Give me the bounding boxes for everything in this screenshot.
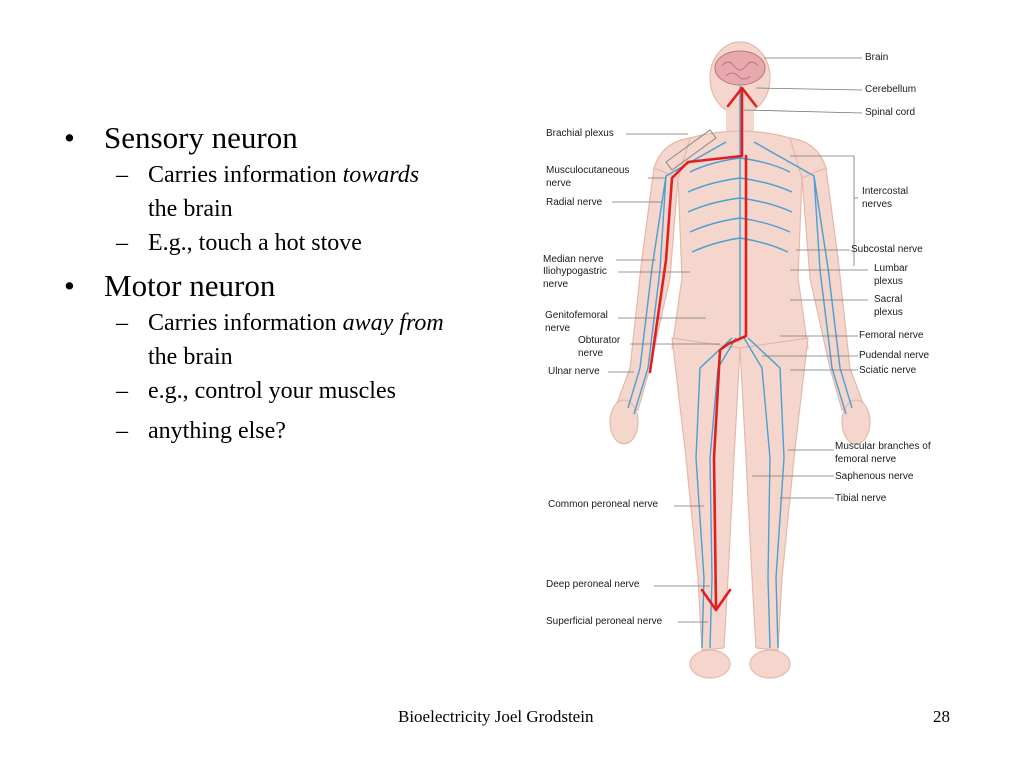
dash-icon: – — [116, 162, 128, 188]
label-ulnar-nerve: Ulnar nerve — [548, 366, 600, 377]
label-lumbar-plexus: Lumbar plexus — [874, 263, 908, 287]
leader-cerebellum — [756, 88, 862, 90]
sub-bullet-motor-direction: – Carries information away from the brain — [62, 306, 512, 374]
label-iliohypogastric-nerve: Iliohypogastric nerve — [543, 266, 607, 290]
leader-spinal-cord — [744, 110, 862, 113]
label-musculocutaneous-nerve: Musculocutaneous nerve — [546, 165, 630, 189]
left-arm-shape — [616, 168, 678, 410]
dash-icon: – — [116, 378, 128, 404]
dash-icon: – — [116, 418, 128, 444]
label-radial-nerve: Radial nerve — [546, 197, 603, 208]
label-intercostal-nerves: Intercostal nerves — [862, 186, 909, 210]
footer-text: Bioelectricity Joel Grodstein — [398, 707, 594, 726]
sub-bullet-motor-example: – e.g., control your muscles — [62, 374, 512, 408]
right-hand-shape — [842, 400, 870, 444]
label-tibial-nerve: Tibial nerve — [835, 493, 887, 504]
dash-icon: – — [116, 230, 128, 256]
label-brachial-plexus: Brachial plexus — [546, 128, 614, 139]
sub-bullet-sensory-direction: – Carries information towards the brain — [62, 158, 512, 226]
right-leg-shape — [740, 338, 808, 650]
dash-icon: – — [116, 310, 128, 336]
label-sacral-plexus: Sacral plexus — [874, 294, 903, 318]
label-subcostal-nerve: Subcostal nerve — [851, 244, 923, 255]
page-number: 28 — [933, 707, 950, 726]
bullet-icon: • — [64, 268, 75, 303]
label-genitofemoral-nerve: Genitofemoral nerve — [545, 310, 608, 334]
label-pudendal-nerve: Pudendal nerve — [859, 350, 930, 361]
label-sciatic-nerve: Sciatic nerve — [859, 365, 917, 376]
label-brain: Brain — [865, 52, 889, 63]
bullet-list — [62, 118, 512, 448]
label-common-peroneal-nerve: Common peroneal nerve — [548, 499, 659, 510]
right-foot-shape — [750, 650, 790, 678]
left-hand-shape — [610, 400, 638, 444]
left-foot-shape — [690, 650, 730, 678]
left-leg-shape — [672, 338, 740, 650]
bullet-sensory-neuron: • Sensory neuron — [62, 118, 512, 158]
label-saphenous-nerve: Saphenous nerve — [835, 471, 914, 482]
bullet-icon: • — [64, 120, 75, 155]
label-median-nerve: Median nerve — [543, 254, 604, 265]
label-muscular-branches: Muscular branches of femoral nerve — [835, 441, 931, 465]
emphasis-towards: towards — [342, 162, 420, 188]
bullet-motor-neuron: • Motor neuron — [62, 266, 512, 306]
brain-shape — [715, 51, 765, 85]
emphasis-away-from: away from — [342, 310, 444, 336]
label-spinal-cord: Spinal cord — [865, 107, 916, 118]
label-deep-peroneal-nerve: Deep peroneal nerve — [546, 579, 640, 590]
right-arm-shape — [802, 168, 864, 410]
nervous-system-diagram — [540, 38, 940, 706]
label-femoral-nerve: Femoral nerve — [859, 330, 924, 341]
label-cerebellum: Cerebellum — [865, 84, 917, 95]
label-obturator-nerve: Obturator nerve — [578, 335, 621, 359]
label-superficial-peroneal-nerve: Superficial peroneal nerve — [546, 616, 663, 627]
sub-bullet-anything-else: – anything else? — [62, 414, 512, 448]
sub-bullet-sensory-example: – E.g., touch a hot stove — [62, 226, 512, 260]
